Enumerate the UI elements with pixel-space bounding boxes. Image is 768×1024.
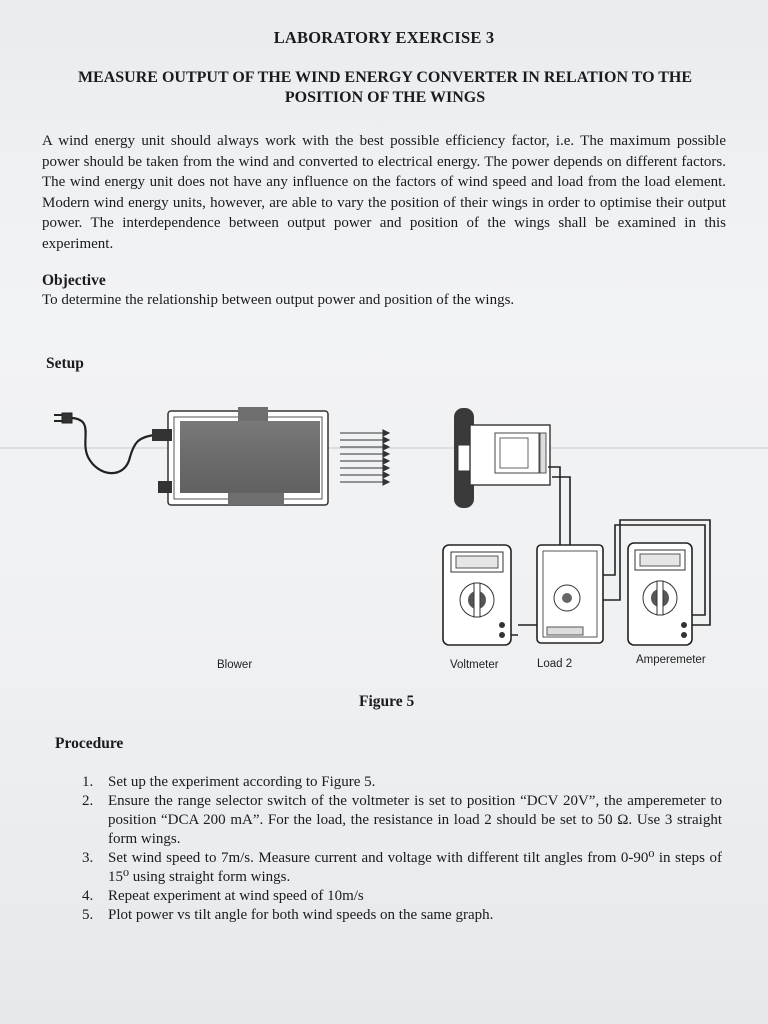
step-text: Set up the experiment according to Figure 5. (108, 774, 376, 790)
step-number: 1. (82, 774, 94, 790)
airflow-arrows (340, 430, 389, 485)
objective-text: To determine the relationship between output power and position of the wings. (42, 292, 515, 308)
step-text: Plot power vs tilt angle for both wind speeds on the same graph. (108, 907, 494, 923)
step-number: 3. (82, 850, 94, 866)
procedure-step (82, 773, 722, 792)
step-number: 4. (82, 888, 94, 904)
procedure-list (82, 773, 722, 925)
setup-diagram (40, 395, 730, 660)
plug-icon (54, 413, 155, 473)
setup-heading: Setup (46, 355, 84, 372)
procedure-step (82, 887, 722, 906)
step-text: Set wind speed to 7m/s. Measure current and voltage with different tilt angles from 0-90⁰ in steps of 15⁰ using straight form wings. (108, 850, 722, 885)
intro-paragraph: A wind energy unit should always work with the best possible efficiency factor, i.e. The maximum possible power should be taken from the wind and converted to electrical energy. The power depends on different factors. The wind energy unit does not have any influence on the factors of wind speed and load from the load element. Modern wind energy units, however, are able to vary the position of their wings in order to optimise their output power. The interdependence between output power and position of the wings shall be examined in this experiment. (42, 133, 726, 252)
wind-converter (454, 408, 550, 508)
exercise-heading (40, 68, 730, 108)
procedure-heading: Procedure (55, 735, 124, 752)
step-text: Repeat experiment at wind speed of 10m/s (108, 888, 364, 904)
load-label: Load 2 (537, 658, 573, 670)
load-device (537, 545, 603, 643)
objective-heading: Objective (42, 272, 106, 289)
voltmeter-device (443, 545, 511, 645)
amperemeter-device (628, 543, 692, 645)
step-number: 5. (82, 907, 94, 923)
exercise-heading-line-1: MEASURE OUTPUT OF THE WIND ENERGY CONVERTER IN RELATION TO THE (77, 69, 693, 86)
exercise-heading-line-2: POSITION OF THE WINGS (284, 89, 486, 106)
step-text: Ensure the range selector switch of the voltmeter is set to position “DCV 20V”, the amperemeter to position “DCA 200 mA”. For the load, the resistance in load 2 should be set to 50 Ω. Use 3 straight form wings. (108, 793, 722, 847)
blower-label: Blower (217, 659, 253, 671)
figure-caption: Figure 5 (359, 693, 415, 710)
page-title: LABORATORY EXERCISE 3 (273, 28, 495, 47)
procedure-step (82, 849, 722, 887)
procedure-step (82, 906, 722, 925)
amperemeter-label: Amperemeter (636, 654, 706, 666)
blower-unit (152, 407, 328, 505)
procedure-step (82, 792, 722, 849)
voltmeter-label: Voltmeter (450, 659, 499, 671)
step-number: 2. (82, 793, 94, 809)
